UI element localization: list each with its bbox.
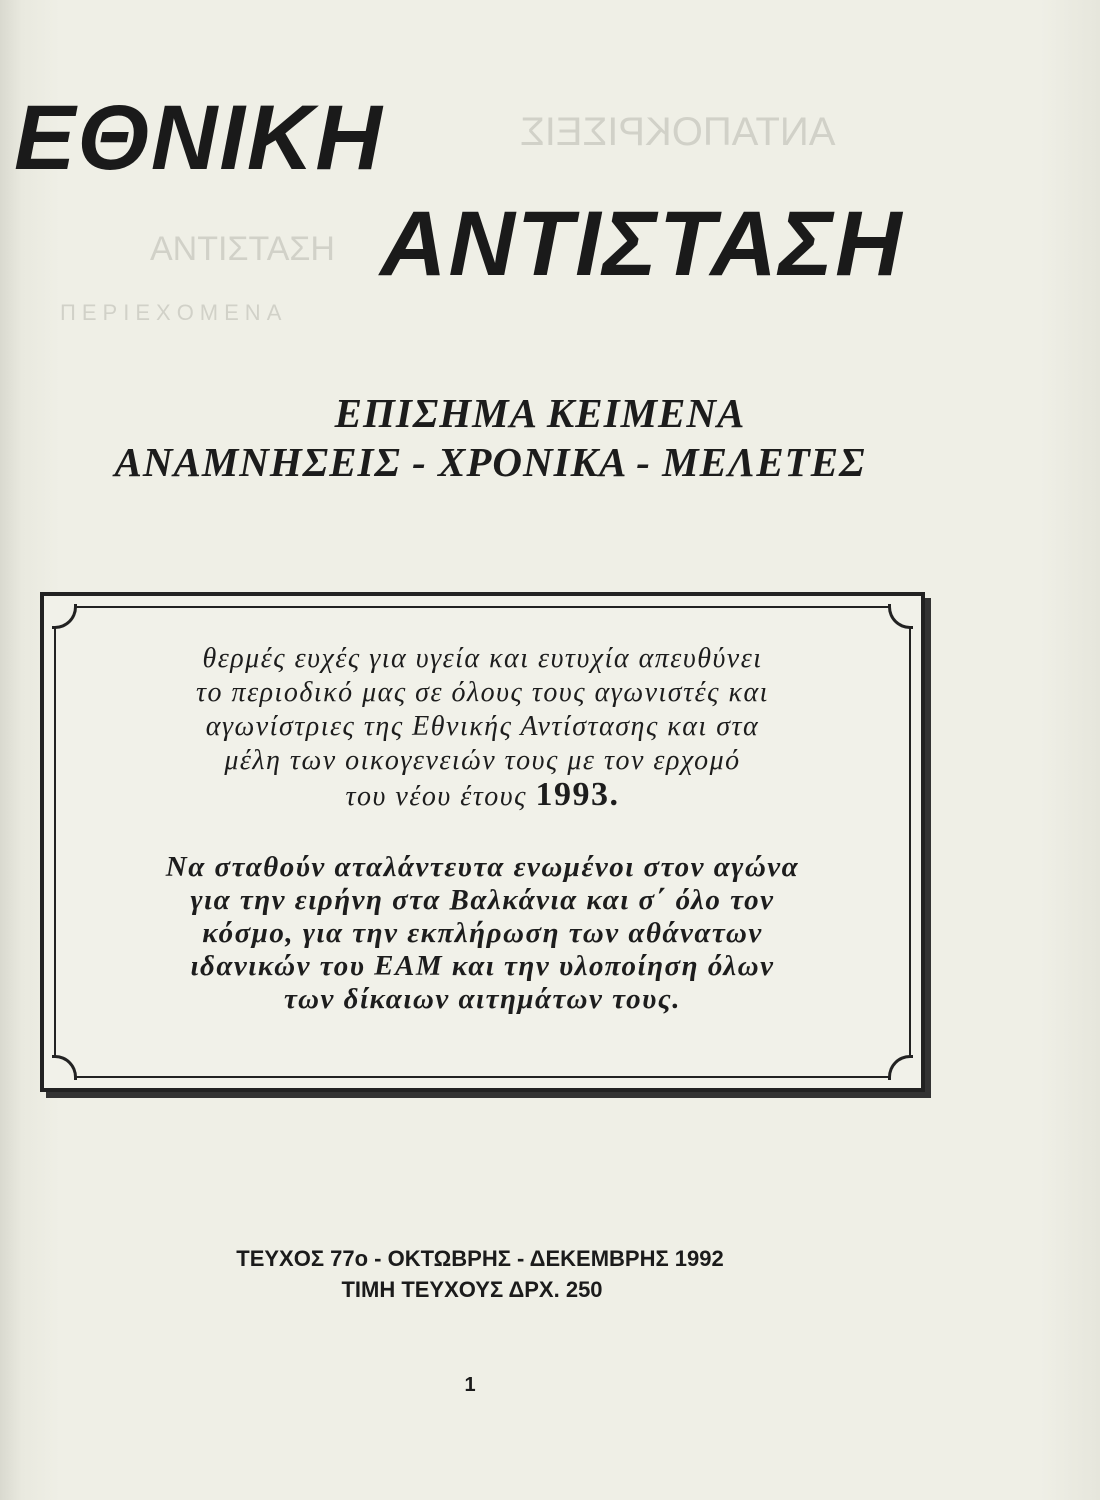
- page-number: 1: [464, 1374, 476, 1396]
- frame-corner: [888, 1055, 913, 1080]
- magazine-title-line2: ΑΝΤΙΣΤΑΣΗ: [380, 193, 904, 295]
- show-through: ΠΕΡΙΕΧΟΜΕΝΑ: [60, 300, 288, 325]
- wish-line: Να σταθούν αταλάντευτα ενωμένοι στον αγώνα: [165, 851, 800, 883]
- issue-info: ΤΕΥΧΟΣ 77ο - ΟΚΤΩΒΡΗΣ - ΔΕΚΕΜΒΡΗΣ 1992: [236, 1246, 724, 1271]
- wish-text: [64, 851, 901, 1016]
- frame-corner: [52, 1055, 77, 1080]
- subtitle-line1: ΕΠΙΣΗΜΑ ΚΕΙΜΕΝΑ: [334, 390, 746, 436]
- subtitle-line2: ΑΝΑΜΝΗΣΕΙΣ - ΧΡΟΝΙΚΑ - ΜΕΛΕΤΕΣ: [114, 439, 866, 485]
- greeting-text: [64, 642, 901, 814]
- greeting-frame: [40, 592, 925, 1092]
- frame-corner: [888, 604, 913, 629]
- greeting-line: θερμές ευχές για υγεία και ευτυχία απευθύνει: [202, 643, 763, 674]
- wish-line: ιδανικών του ΕΑΜ και την υλοποίηση όλων: [190, 950, 775, 982]
- greeting-line-last: [64, 778, 901, 814]
- wish-line: για την ειρήνη στα Βαλκάνια και σ΄ όλο τον: [190, 884, 775, 916]
- greeting-line: το περιοδικό μας σε όλους τους αγωνιστές και: [196, 677, 769, 708]
- greeting-line: αγωνίστριες της Εθνικής Αντίστασης και στα: [205, 711, 760, 742]
- magazine-title-line1: ΕΘΝΙΚΗ: [14, 87, 384, 189]
- frame-corner: [52, 604, 77, 629]
- wish-line: των δίκαιων αιτημάτων τους.: [284, 983, 681, 1015]
- show-through: ΑΝΤΙΣΤΑΣΗ: [150, 230, 335, 268]
- greeting-line: μέλη των οικογενειών τους με τον ερχομό: [224, 745, 741, 776]
- greeting-year: 1993.: [535, 776, 620, 813]
- show-through: ΑΝΤΑΠΟΚΡΙΣΕΙΣ: [520, 110, 836, 154]
- greeting-line-prefix: του νέου έτους: [345, 781, 527, 812]
- wish-line: κόσμο, για την εκπλήρωση των αθάνατων: [202, 917, 763, 949]
- issue-price: ΤΙΜΗ ΤΕΥΧΟΥΣ ΔΡΧ. 250: [341, 1277, 603, 1302]
